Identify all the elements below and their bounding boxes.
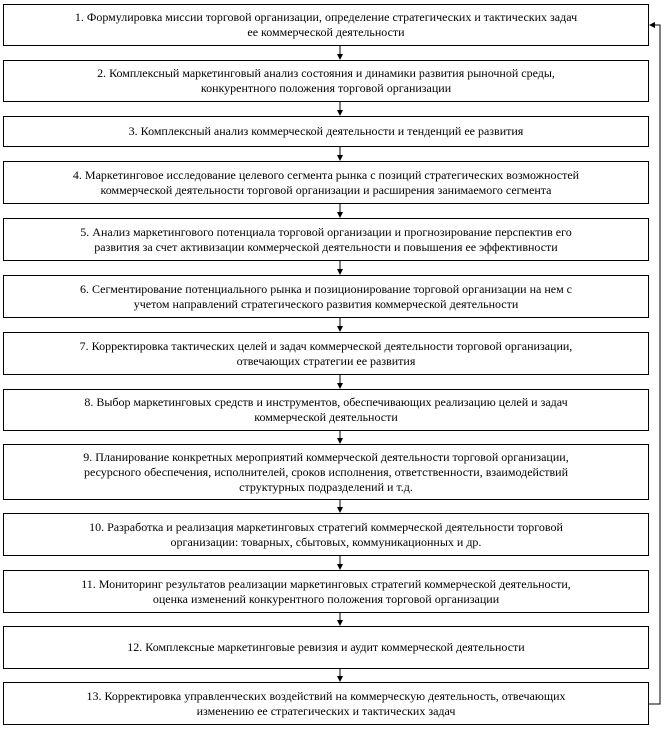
step-box-11 [3,570,649,613]
step-text-10: 10. Разработка и реализация маркетинговых стратегий коммерческой деятельности торговой организации: товарных, сбытовых, коммуникационных и др. [89,519,563,549]
step-box-3 [3,116,649,147]
step-box-4 [3,161,649,204]
step-text-4: 4. Маркетинговое исследование целевого сегмента рынка с позиций стратегических возможностей коммерческой деятельности торговой организации и расширения занимаемого сегмента [72,167,580,197]
step-text-3: 3. Комплексный анализ коммерческой деятельности и тенденций ее развития [128,124,524,138]
step-box-10 [3,513,649,556]
step-box-9 [3,444,649,500]
step-text-13: 13. Корректировка управленческих воздействий на коммерческую деятельность, отвечающих изменению ее стратегических и тактических задач [86,688,566,718]
step-box-2 [3,60,649,102]
step-text-7: 7. Корректировка тактических целей и задач коммерческой деятельности торговой организации, отвечающих стратегии ее развития [79,338,573,368]
feedback-loop-arrow [649,25,660,704]
step-box-6 [3,275,649,318]
step-text-6: 6. Сегментирование потенциального рынка и позиционирование торговой организации на нем с учетом направлений стратегического развития коммерческой деятельности [80,281,572,311]
step-box-12 [3,626,649,669]
step-text-12: 12. Комплексные маркетинговые ревизия и аудит коммерческой деятельности [127,640,525,654]
step-box-5 [3,218,649,261]
step-box-7 [3,332,649,375]
step-text-5: 5. Анализ маркетингового потенциала торговой организации и прогнозирование перспектив его развития за счет активизации коммерческой деятельности и повышения ее эффективности [80,224,572,254]
step-box-13 [3,682,649,725]
step-text-9: 9. Планирование конкретных мероприятий коммерческой деятельности торговой организации, ресурсного обеспечения, исполнителей, сроков исполнения, ответственности, взаимодействий структурных подразделений и т.д. [83,449,569,494]
step-text-1: 1. Формулировка миссии торговой организации, определение стратегических и тактических задач ее коммерческой деятельности [74,10,578,39]
step-text-11: 11. Мониторинг результатов реализации маркетинговых стратегий коммерческой деятельности, оценка изменений конкурентного положения торговой организации [81,576,571,606]
step-text-2: 2. Комплексный маркетинговый анализ состояния и динамики развития рыночной среды, конкурентного положения торговой организации [97,66,555,95]
step-box-8 [3,389,649,431]
step-box-1 [3,4,649,46]
step-text-8: 8. Выбор маркетинговых средств и инструментов, обеспечивающих реализацию целей и задач коммерческой деятельности [84,395,568,424]
